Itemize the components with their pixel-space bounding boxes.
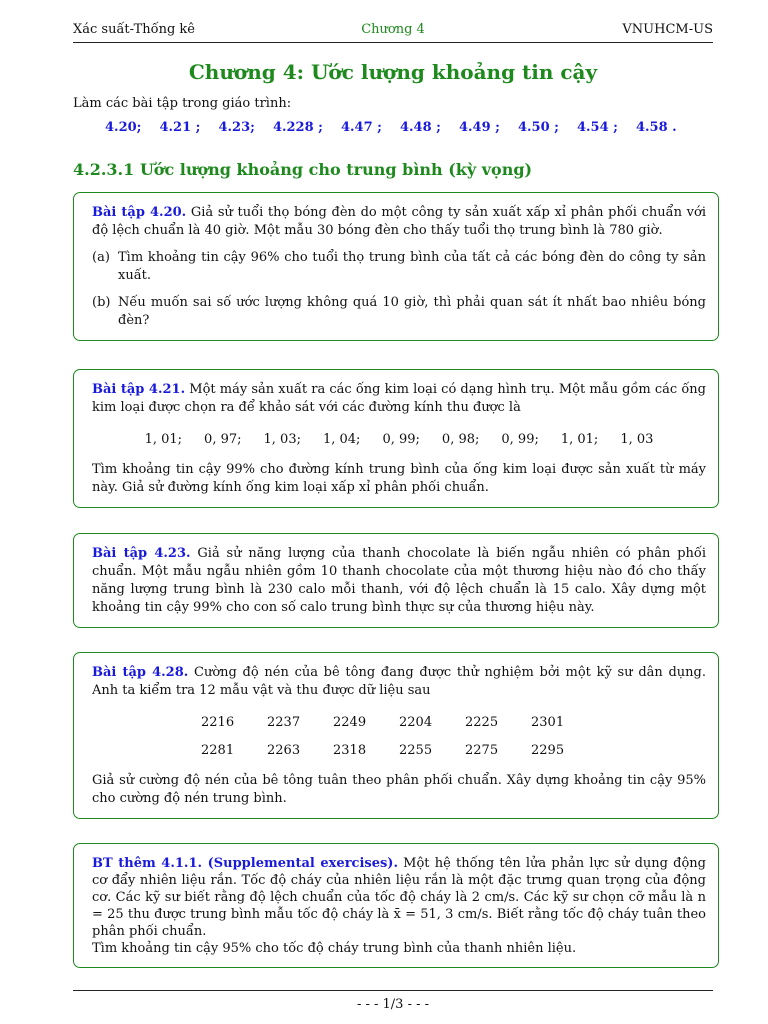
data-value: 0, 99; xyxy=(382,432,420,447)
header-center: Chương 4 xyxy=(361,22,425,37)
exercise-ref: 4.50 ; xyxy=(517,120,559,135)
data-value: 2249 xyxy=(333,715,367,730)
exercise-box-4-28 xyxy=(73,652,719,819)
item-text: Nếu muốn sai số ước lượng không quá 10 giờ, thì phải quan sát ít nhất bao nhiêu bóng đèn? xyxy=(118,295,706,328)
exercise-box-4-23 xyxy=(73,533,719,628)
exercise-ref: 4.23; xyxy=(218,120,255,135)
exercise-text: Giả sử năng lượng của thanh chocolate là biến ngẫu nhiên có phân phối chuẩn. Một mẫu ngẫu nhiên gồm 10 thanh chocolate của một thương hiệu nào đó cho thấy năng lượng trung bình là 230 calo mỗi thanh, với độ lệch chuẩn là 15 calo. Xây dựng một khoảng tin cậy 99% cho con số calo trung bình thực sự của thương hiệu này. xyxy=(92,546,707,615)
data-value: 2204 xyxy=(399,715,433,730)
header-rule xyxy=(73,42,713,43)
data-value: 2225 xyxy=(465,715,499,730)
exercise-statement xyxy=(92,204,706,240)
exercise-ref: 4.48 ; xyxy=(399,120,441,135)
exercise-statement xyxy=(92,664,706,700)
exercise-statement xyxy=(92,545,706,617)
page-number: - - - 1/3 - - - xyxy=(356,997,430,1012)
exercise-ref: 4.58 . xyxy=(635,120,677,135)
exercise-label: Bài tập 4.20. xyxy=(92,205,187,220)
exercise-ref: 4.228 ; xyxy=(272,120,323,135)
data-value: 1, 01; xyxy=(144,432,183,447)
footer-rule xyxy=(73,990,713,991)
exercise-text: Cường độ nén của bê tông đang được thử nghiệm bởi một kỹ sư dân dụng. Anh ta kiểm tra 12 mẫu vật và thu được dữ liệu sau xyxy=(92,665,706,698)
exercise-ref: 4.49 ; xyxy=(458,120,500,135)
data-value: 2281 xyxy=(201,743,235,758)
subquestion-b xyxy=(92,294,706,330)
running-header xyxy=(73,22,713,42)
exercise-text: Một hệ thống tên lửa phản lực sử dụng động cơ đẩy nhiên liệu rắn. Tốc độ cháy của nhiên liệu rắn là một đặc trưng quan trọng của động cơ. Các kỹ sư biết rằng độ lệch chuẩn của tốc độ cháy là 2 cm/s. Các kỹ sư chọn cỡ mẫu là n = 25 thu được trung bình mẫu tốc độ cháy là x̄ = 51, 3 cm/s. Biết rằng tốc độ cháy tuân theo phân phối chuẩn. xyxy=(92,856,706,939)
data-value: 2255 xyxy=(399,743,433,758)
data-value: 2275 xyxy=(465,743,499,758)
data-value: 2237 xyxy=(267,715,301,730)
exercise-text: Một máy sản xuất ra các ống kim loại có dạng hình trụ. Một mẫu gồm các ống kim loại được chọn ra để khảo sát với các đường kính thu được là xyxy=(92,382,706,415)
data-value: 0, 97; xyxy=(204,432,242,447)
chapter-title: Chương 4: Ước lượng khoảng tin cậy xyxy=(188,60,598,84)
data-value: 2216 xyxy=(201,715,235,730)
data-value: 1, 03; xyxy=(263,432,301,447)
exercise-statement xyxy=(92,381,706,417)
exercise-label: Bài tập 4.21. xyxy=(92,382,186,397)
exercise-label: Bài tập 4.23. xyxy=(92,546,191,561)
exercise-text: Giả sử tuổi thọ bóng đèn do một công ty sản xuất xấp xỉ phân phối chuẩn với độ lệch chuẩn là 40 giờ. Một mẫu 30 bóng đèn cho thấy tuổi thọ trung bình là 780 giờ. xyxy=(92,205,706,238)
data-value: 1, 03 xyxy=(620,432,654,447)
item-text: Tìm khoảng tin cậy 96% cho tuổi thọ trung bình của tất cả các bóng đèn do công ty sản xuất. xyxy=(118,250,706,283)
strength-data-table xyxy=(92,714,706,760)
exercise-ref: 4.54 ; xyxy=(576,120,618,135)
data-value: 2263 xyxy=(267,743,301,758)
intro-text: Làm các bài tập trong giáo trình: xyxy=(73,96,292,111)
exercise-question: Tìm khoảng tin cậy 95% cho tốc độ cháy trung bình của thanh nhiên liệu. xyxy=(92,941,577,956)
section-heading: 4.2.3.1 Ước lượng khoảng cho trung bình (kỳ vọng) xyxy=(73,160,533,179)
exercise-box-4-21 xyxy=(73,369,719,508)
exercise-statement xyxy=(92,855,706,940)
data-value: 1, 04; xyxy=(322,432,361,447)
subquestion-a xyxy=(92,249,706,285)
data-value: 2301 xyxy=(531,715,565,730)
exercise-question: Giả sử cường độ nén của bê tông tuân theo phân phối chuẩn. Xây dựng khoảng tin cậy 95% cho cường độ nén trung bình. xyxy=(92,773,706,806)
header-right: VNUHCM-US xyxy=(622,22,713,37)
exercise-question: Tìm khoảng tin cậy 99% cho đường kính trung bình của ống kim loại được sản xuất từ máy này. Giả sử đường kính ống kim loại xấp xỉ phân phối chuẩn. xyxy=(92,462,706,495)
exercise-box-4-20 xyxy=(73,192,719,341)
data-value: 2295 xyxy=(531,743,565,758)
item-marker: (a) xyxy=(92,250,110,265)
exercise-label: Bài tập 4.28. xyxy=(92,665,189,680)
exercise-ref: 4.47 ; xyxy=(340,120,382,135)
exercise-list xyxy=(105,120,695,135)
data-value: 0, 98; xyxy=(441,432,480,447)
data-value: 1, 01; xyxy=(560,432,599,447)
diameter-values xyxy=(92,431,706,449)
exercise-ref: 4.20; xyxy=(105,120,142,135)
data-value: 2318 xyxy=(333,743,367,758)
exercise-ref: 4.21 ; xyxy=(159,120,201,135)
data-value: 0, 99; xyxy=(501,432,539,447)
exercise-label: BT thêm 4.1.1. (Supplemental exercises). xyxy=(92,856,398,871)
header-left: Xác suất-Thống kê xyxy=(73,22,195,37)
item-marker: (b) xyxy=(92,295,111,310)
exercise-box-4-1-1 xyxy=(73,843,719,968)
